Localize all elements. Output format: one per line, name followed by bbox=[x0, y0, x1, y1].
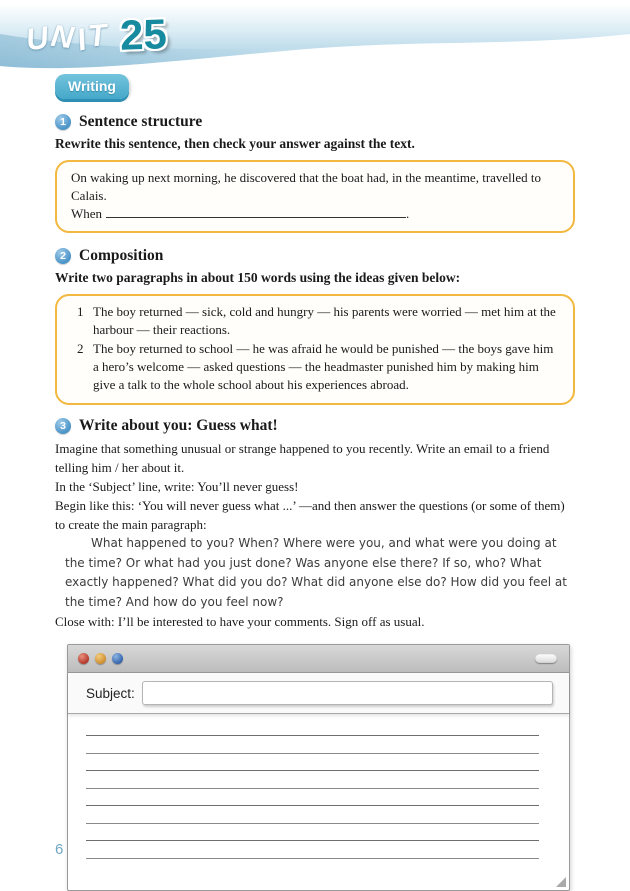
resize-handle-icon[interactable] bbox=[556, 877, 566, 887]
page-number: 6 bbox=[55, 841, 64, 858]
sentence-text: On waking up next morning, he discovered that the boat had, in the meantime, travelled to Calais. bbox=[71, 170, 542, 203]
subject-row bbox=[68, 673, 569, 714]
idea-text: The boy returned to school — he was afraid he would be punished — the boys gave him a hero’s welcome — asked questions — the headmaster punished him by making him give a talk to the whole school about his experiences abroad. bbox=[93, 341, 554, 392]
unit-letter: I bbox=[72, 21, 90, 58]
window-titlebar bbox=[68, 645, 569, 673]
idea-number: 1 bbox=[77, 304, 84, 319]
section-title: Write about you: Guess what! bbox=[79, 417, 278, 434]
section-number-icon: 1 bbox=[55, 114, 71, 130]
sentence-prompt-row bbox=[71, 205, 559, 223]
subject-label: Subject: bbox=[86, 685, 135, 701]
ruled-line[interactable] bbox=[86, 805, 539, 806]
section-title: Composition bbox=[79, 247, 164, 264]
guiding-questions: What happened to you? When? Where were you, and what were you doing at the time? Or what had you just done? Was anyone else there? If so, who? What exactly happened? What did you do? What did anyone else do? How did you feel at the time? And how do you feel now? bbox=[65, 536, 567, 609]
unit-letter: N bbox=[49, 17, 77, 56]
task-paragraph: In the ‘Subject’ line, write: You’ll never guess! bbox=[55, 479, 299, 494]
answer-blank[interactable] bbox=[106, 205, 406, 218]
idea-number: 2 bbox=[77, 341, 84, 356]
idea-item bbox=[77, 303, 559, 339]
ruled-line[interactable] bbox=[86, 735, 539, 736]
section-2-heading bbox=[55, 246, 575, 265]
subject-input[interactable] bbox=[142, 681, 553, 705]
unit-word bbox=[23, 17, 110, 58]
task-paragraph: Imagine that something unusual or strange happened to you recently. Write an email to a friend telling him / her about it. bbox=[55, 441, 550, 475]
close-button-icon[interactable] bbox=[78, 653, 89, 664]
idea-item bbox=[77, 340, 559, 394]
unit-logo bbox=[23, 10, 168, 59]
task-paragraph: Begin like this: ‘You will never guess what ...’ —and then answer the questions (or some of them) to create the main paragraph: bbox=[55, 498, 565, 532]
section-2-instruction: Write two paragraphs in about 150 words using the ideas given below: bbox=[55, 270, 461, 285]
section-title: Sentence structure bbox=[79, 113, 203, 130]
ruled-line[interactable] bbox=[86, 840, 539, 841]
sentence-box bbox=[55, 160, 575, 233]
section-number-icon: 2 bbox=[55, 248, 71, 264]
page-content bbox=[55, 74, 575, 891]
ruled-lines[interactable] bbox=[68, 714, 569, 859]
idea-text: The boy returned — sick, cold and hungry — his parents were worried — met him at the harbour — their reactions. bbox=[93, 304, 556, 337]
task-paragraph: Close with: I’ll be interested to have your comments. Sign off as usual. bbox=[55, 614, 425, 629]
ruled-line[interactable] bbox=[86, 788, 539, 789]
ruled-line[interactable] bbox=[86, 753, 539, 754]
composition-ideas-box bbox=[55, 294, 575, 405]
section-number-icon: 3 bbox=[55, 418, 71, 434]
minimize-button-icon[interactable] bbox=[95, 653, 106, 664]
section-1-instruction: Rewrite this sentence, then check your answer against the text. bbox=[55, 136, 415, 151]
section-1-heading bbox=[55, 112, 575, 131]
ruled-line[interactable] bbox=[86, 770, 539, 771]
prompt-period: . bbox=[406, 206, 410, 221]
ruled-line[interactable] bbox=[86, 823, 539, 824]
unit-letter: U bbox=[23, 19, 51, 58]
unit-letter: T bbox=[86, 17, 109, 54]
unit-number: 25 bbox=[119, 10, 168, 59]
prompt-word: When bbox=[71, 206, 103, 221]
email-window bbox=[67, 644, 570, 891]
section-3-heading bbox=[55, 416, 575, 435]
writing-badge: Writing bbox=[55, 74, 129, 99]
ruled-line[interactable] bbox=[86, 858, 539, 859]
toolbar-toggle-pill-icon[interactable] bbox=[535, 654, 557, 663]
zoom-button-icon[interactable] bbox=[112, 653, 123, 664]
